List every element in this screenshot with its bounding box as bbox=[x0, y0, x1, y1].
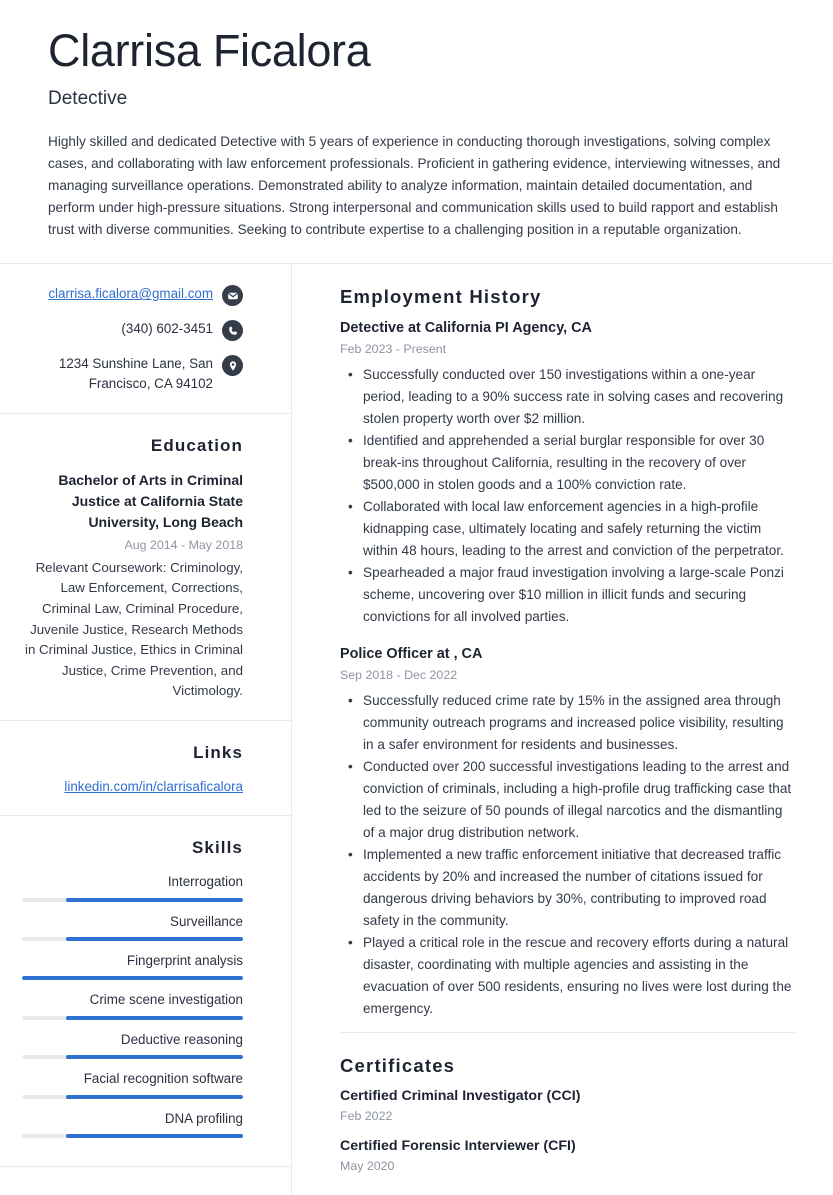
skills-heading: Skills bbox=[191, 838, 243, 858]
employment-entry bbox=[340, 644, 795, 1020]
page-title: Clarrisa Ficalora bbox=[48, 25, 371, 76]
certificate-date: May 2020 bbox=[340, 1158, 395, 1173]
employment-entry-title: Detective at California PI Agency, CA bbox=[340, 320, 592, 337]
skill-progress-fill bbox=[66, 1095, 243, 1099]
skill-item bbox=[22, 1109, 243, 1138]
education-description: Relevant Coursework: Criminology, Law Enforcement, Corrections, Criminal Law, Criminal Procedure, Juvenile Justice, Research Methods in Criminal Justice, Ethics in Criminal Justice, Crime Prevention, and Victimology. bbox=[25, 559, 243, 699]
skill-label: Deductive reasoning bbox=[120, 1031, 243, 1047]
skill-label: Surveillance bbox=[170, 913, 243, 929]
skill-item bbox=[22, 1069, 243, 1098]
employment-entry-list bbox=[340, 318, 795, 1020]
employment-bullet: • Spearheaded a major fraud investigation involving a large-scale Ponzi scheme, uncovering over $10 million in illicit funds and securing convictions for all involved parties. bbox=[361, 562, 795, 628]
skill-label: Facial recognition software bbox=[83, 1071, 243, 1087]
skill-progress-fill bbox=[66, 1016, 243, 1020]
employment-entry-title: Police Officer at , CA bbox=[340, 646, 483, 663]
skill-item bbox=[22, 990, 243, 1019]
skill-label: Interrogation bbox=[167, 874, 243, 890]
certificate-entry bbox=[340, 1137, 795, 1173]
skills-list bbox=[22, 872, 243, 1138]
sidebar bbox=[0, 264, 292, 1195]
main-column bbox=[292, 264, 833, 1195]
envelope-icon bbox=[222, 285, 243, 306]
contact-row-phone[interactable] bbox=[22, 319, 243, 341]
skill-label: Crime scene investigation bbox=[89, 992, 243, 1008]
certificate-entry bbox=[340, 1087, 795, 1123]
education-heading: Education bbox=[150, 436, 243, 456]
address-text: 1234 Sunshine Lane, San Francisco, CA 94102 bbox=[58, 356, 213, 391]
employment-bullet: • Implemented a new traffic enforcement initiative that decreased traffic accidents by 20% and increased the number of citations issued for dangerous driving behaviors by 30%, contributing to improved road safety in the community. bbox=[361, 844, 795, 932]
resume-header bbox=[0, 0, 833, 241]
skill-label: Fingerprint analysis bbox=[126, 953, 243, 968]
professional-summary: Highly skilled and dedicated Detective with 5 years of experience in conducting thorough investigations, solving complex cases, and collaborating with law enforcement professionals. Proficient in gathering evidence, interviewing witnesses, and managing surveillance operations. Demonstrated ability to analyze information, maintain detailed documentation, and perform under high-pressure situations. Strong interpersonal and communication skills used to build rapport and establish trust with diverse communities. Seeking to contribute expertise to a challenging position in a reputable organization. bbox=[48, 134, 781, 238]
employment-bullet: • Identified and apprehended a serial burglar responsible for over 30 break-ins throughout California, resulting in the recovery of over $500,000 in stolen goods and a 100% conviction rate. bbox=[361, 430, 795, 496]
skill-progress-fill bbox=[66, 898, 243, 902]
certificate-name: Certified Criminal Investigator (CCI) bbox=[340, 1088, 581, 1105]
phone-number: (340) 602-3451 bbox=[121, 321, 213, 337]
employment-history-section bbox=[340, 264, 795, 1032]
skill-progress-track bbox=[22, 976, 243, 980]
skill-progress-fill bbox=[66, 1055, 243, 1059]
employment-history-heading: Employment History bbox=[340, 286, 542, 308]
resume-body bbox=[0, 264, 833, 1195]
skill-item bbox=[22, 951, 243, 980]
skill-item bbox=[22, 912, 243, 941]
employment-bullet-list bbox=[340, 690, 795, 1020]
certificates-heading: Certificates bbox=[340, 1055, 456, 1077]
employment-bullet-list bbox=[340, 364, 795, 628]
education-degree: Bachelor of Arts in Criminal Justice at California State University, Long Beach bbox=[58, 472, 243, 531]
skill-label: DNA profiling bbox=[164, 1110, 243, 1126]
employment-bullet: • Played a critical role in the rescue and recovery efforts during a natural disaster, coordinating with multiple agencies and assisting in the evacuation of over 500 residents, ensuring no lives were lost during the emergency. bbox=[361, 932, 795, 1020]
education-date: Aug 2014 - May 2018 bbox=[124, 538, 243, 553]
skill-item bbox=[22, 1030, 243, 1059]
skill-progress-track bbox=[22, 937, 243, 941]
link-item-linkedin[interactable]: linkedin.com/in/clarrisaficalora bbox=[64, 779, 243, 795]
contact-row-email[interactable] bbox=[22, 284, 243, 306]
education-block bbox=[0, 414, 291, 721]
employment-entry bbox=[340, 318, 795, 628]
links-block bbox=[0, 721, 291, 816]
contact-row-address[interactable] bbox=[22, 354, 243, 393]
skill-progress-fill bbox=[22, 976, 243, 980]
employment-entry-date: Feb 2023 - Present bbox=[340, 342, 447, 357]
skill-progress-track bbox=[22, 1016, 243, 1020]
employment-entry-date: Sep 2018 - Dec 2022 bbox=[340, 668, 458, 683]
employment-bullet: • Successfully reduced crime rate by 15% in the assigned area through community outreach programs and increased police visibility, resulting in a safer environment for residents and businesses. bbox=[361, 690, 795, 756]
email-link[interactable]: clarrisa.ficalora@gmail.com bbox=[48, 286, 213, 302]
skill-progress-fill bbox=[66, 1134, 243, 1138]
skill-progress-fill bbox=[66, 937, 243, 941]
contact-details-block bbox=[0, 264, 291, 414]
location-pin-icon bbox=[222, 355, 243, 376]
certificates-section bbox=[340, 1032, 795, 1195]
employment-bullet: • Conducted over 200 successful investigations leading to the arrest and conviction of criminals, including a high-profile drug trafficking case that led to the seizure of 50 pounds of illegal narcotics and the dismantling of a major drug distribution network. bbox=[361, 756, 795, 844]
certificate-name: Certified Forensic Interviewer (CFI) bbox=[340, 1138, 576, 1155]
skills-block bbox=[0, 816, 291, 1167]
certificate-date: Feb 2022 bbox=[340, 1109, 393, 1124]
employment-bullet: • Collaborated with local law enforcement agencies in a high-profile kidnapping case, ultimately locating and safely returning the victim within 48 hours, leading to the arrest and conviction of the perpetrator. bbox=[361, 496, 795, 562]
employment-bullet: • Successfully conducted over 150 investigations within a one-year period, leading to a 90% success rate in solving cases and recovering stolen property worth over $2 million. bbox=[361, 364, 795, 430]
links-heading: Links bbox=[193, 743, 243, 763]
skill-progress-track bbox=[22, 1055, 243, 1059]
skill-progress-track bbox=[22, 1095, 243, 1099]
certificates-entry-list bbox=[340, 1087, 795, 1173]
skill-progress-track bbox=[22, 1134, 243, 1138]
skill-progress-track bbox=[22, 898, 243, 902]
job-title: Detective bbox=[48, 88, 128, 110]
skill-item bbox=[22, 872, 243, 901]
phone-icon bbox=[222, 320, 243, 341]
